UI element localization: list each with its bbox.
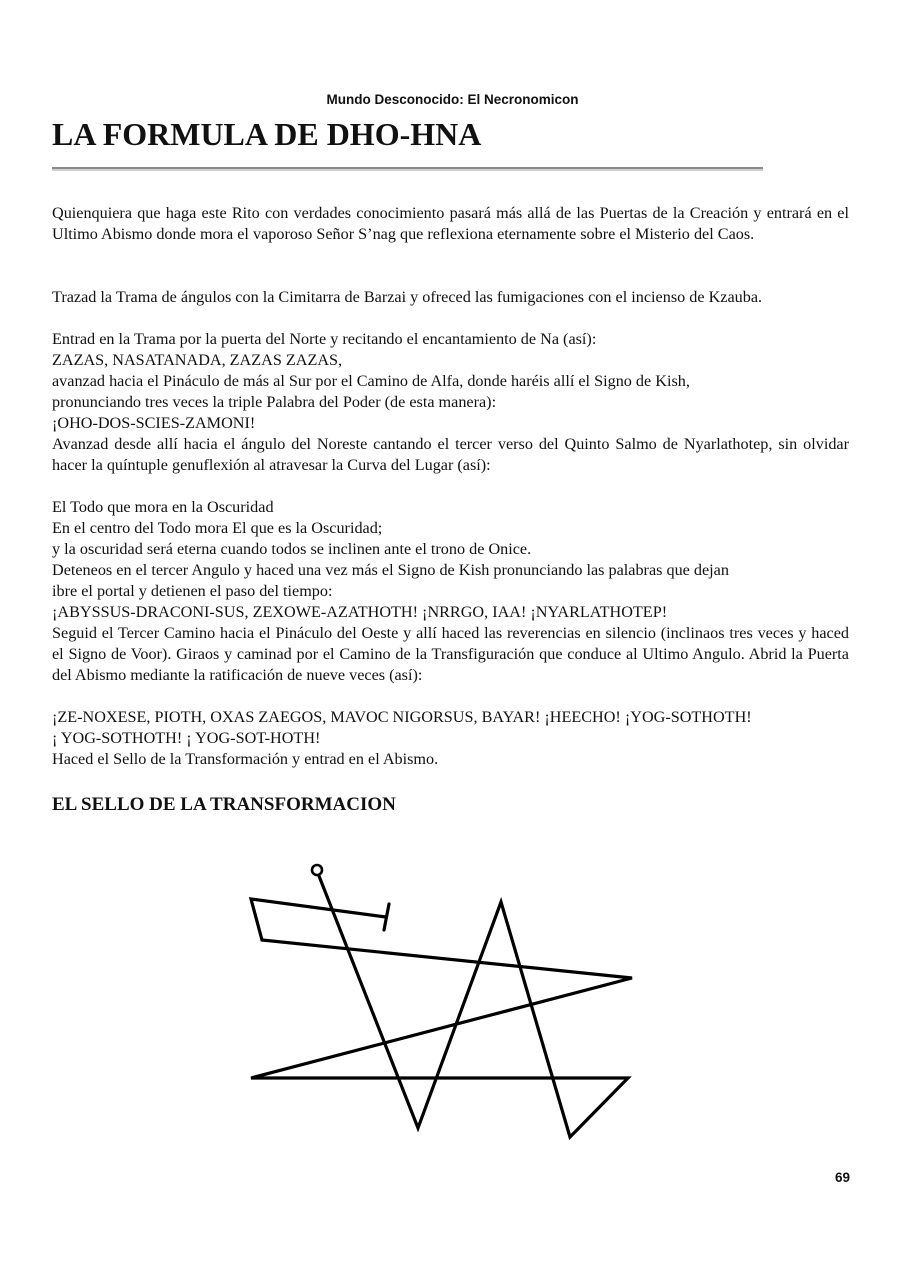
instruction-lines-c — [52, 707, 849, 770]
section-heading: EL SELLO DE LA TRANSFORMACION — [52, 794, 396, 815]
paragraph-oeste: Seguid el Tercer Camino hacia el Pináculo del Oeste y allí haced las reverencias en silencio (inclinaos tres veces y haced el Signo de Voor). Giraos y caminad por el Camino de la Transfiguración que conduce al Ultimo Angulo. Abrid la Puerta del Abismo mediante la ratificación de nueve veces (así): — [52, 624, 849, 684]
seal-path — [251, 876, 632, 1137]
text-line: pronunciando tres veces la triple Palabra del Poder (de esta manera): — [52, 393, 497, 411]
seal-of-transformation-figure — [230, 850, 650, 1150]
incantation-line: ZAZAS, NASATANADA, ZAZAS ZAZAS, — [52, 351, 343, 369]
text-line: ibre el portal y detienen el paso del tiempo: — [52, 582, 333, 600]
incantation-line: ¡OHO-DOS-SCIES-ZAMONI! — [52, 414, 256, 432]
paragraph-intro: Quienquiera que haga este Rito con verdades conocimiento pasará más allá de las Puertas de la Creación y entrará en el Ultimo Abismo donde mora el vaporoso Señor S’nag que reflexiona eternamente sobre el Misterio del Caos. — [52, 204, 849, 243]
text-line: avanzad hacia el Pináculo de más al Sur por el Camino de Alfa, donde haréis allí el Signo de Kish, — [52, 372, 690, 390]
page-title: LA FORMULA DE DHO-HNA — [52, 116, 482, 152]
paragraph-trama: Trazad la Trama de ángulos con la Cimitarra de Barzai y ofreced las fumigaciones con el incienso de Kzauba. — [52, 288, 763, 306]
psalm-line: y la oscuridad será eterna cuando todos se inclinen ante el trono de Onice. — [52, 540, 532, 558]
psalm-line: El Todo que mora en la Oscuridad — [52, 498, 274, 516]
seal-circle-icon — [312, 865, 322, 875]
text-line: Haced el Sello de la Transformación y entrad en el Abismo. — [52, 750, 439, 768]
instruction-lines-a — [52, 329, 849, 434]
text-line: Entrad en la Trama por la puerta del Norte y recitando el encantamiento de Na (así): — [52, 330, 597, 348]
paragraph-noreste: Avanzad desde allí hacia el ángulo del Noreste cantando el tercer verso del Quinto Salmo de Nyarlathotep, sin olvidar hacer la quíntuple genuflexión al atravesar la Curva del Lugar (así): — [52, 435, 849, 474]
title-divider — [52, 167, 763, 171]
page-number: 69 — [834, 1170, 850, 1185]
running-header: Mundo Desconocido: El Necronomicon — [326, 92, 579, 107]
incantation-line: ¡ YOG-SOTHOTH! ¡ YOG-SOT-HOTH! — [52, 729, 321, 747]
psalm-line: En el centro del Todo mora El que es la Oscuridad; — [52, 519, 383, 537]
instruction-lines-b — [52, 497, 849, 623]
incantation-line: ¡ZE-NOXESE, PIOTH, OXAS ZAEGOS, MAVOC NIGORSUS, BAYAR! ¡HEECHO! ¡YOG-SOTHOTH! — [52, 708, 752, 726]
text-line: Deteneos en el tercer Angulo y haced una vez más el Signo de Kish pronunciando las palabras que dejan — [52, 561, 729, 579]
incantation-line: ¡ABYSSUS-DRACONI-SUS, ZEXOWE-AZATHOTH! ¡NRRGO, IAA! ¡NYARLATHOTEP! — [52, 603, 668, 621]
